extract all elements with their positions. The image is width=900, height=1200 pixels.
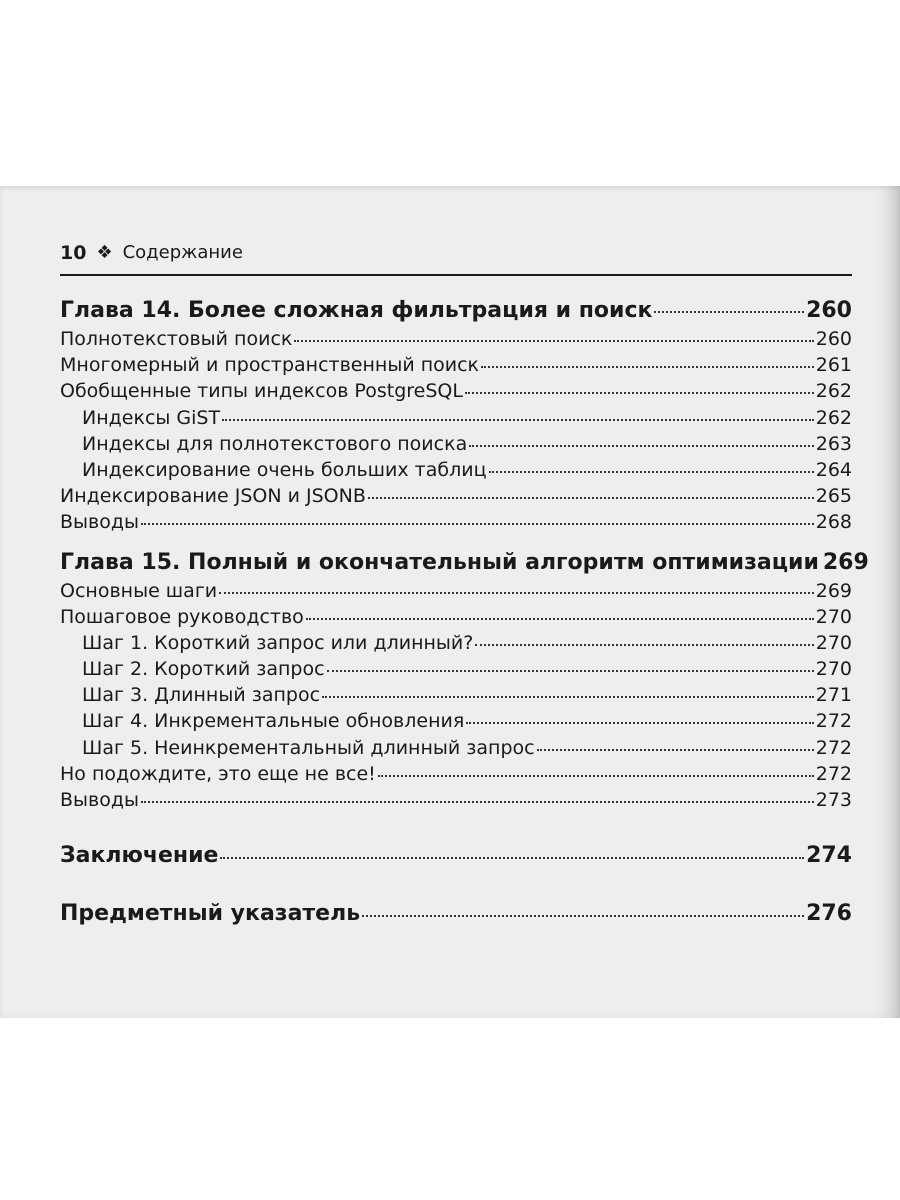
toc-subitem <box>60 708 852 734</box>
toc-subitem <box>60 630 852 656</box>
leader-dots <box>327 670 814 672</box>
diamond-separator-icon: ❖ <box>96 242 113 263</box>
leader-dots <box>322 696 814 698</box>
toc-item <box>60 604 852 630</box>
toc-page: 262 <box>815 406 852 429</box>
toc-item <box>60 378 852 404</box>
toc-page: 276 <box>806 901 852 927</box>
toc-item <box>60 578 852 604</box>
toc-page: 270 <box>815 631 852 654</box>
table-of-contents <box>60 296 869 929</box>
toc-title: Шаг 4. Инкрементальные обновления <box>82 710 465 733</box>
toc-title: Шаг 3. Длинный запрос <box>82 684 321 707</box>
toc-title: Индексы для полнотекстового поиска <box>82 432 468 455</box>
toc-subitem <box>60 735 852 761</box>
leader-dots <box>294 340 813 342</box>
leader-dots <box>466 722 813 724</box>
leader-dots <box>219 592 814 594</box>
toc-title: Шаг 1. Короткий запрос или длинный? <box>82 631 474 654</box>
toc-subject-index <box>60 899 852 929</box>
toc-page: 272 <box>815 710 852 733</box>
toc-page: 270 <box>815 658 852 681</box>
leader-dots <box>141 801 814 803</box>
toc-page: 274 <box>806 843 852 869</box>
toc-title: Но подождите, это еще не все! <box>60 762 376 785</box>
toc-title: Выводы <box>60 511 139 534</box>
leader-dots <box>368 497 814 499</box>
toc-page: 270 <box>815 605 852 628</box>
leader-dots <box>465 392 814 394</box>
toc-page: 260 <box>815 328 852 350</box>
book-page <box>0 186 900 1018</box>
leader-dots <box>220 857 804 859</box>
toc-subitem <box>60 682 852 708</box>
toc-subitem <box>60 405 852 431</box>
toc-page: 268 <box>815 511 852 534</box>
spacer <box>60 871 852 899</box>
toc-subitem <box>60 656 852 682</box>
running-head: Содержание <box>122 242 243 263</box>
toc-page: 264 <box>815 458 852 481</box>
leader-dots <box>222 419 814 421</box>
toc-title: Обобщенные типы индексов PostgreSQL <box>60 380 463 403</box>
toc-page: 262 <box>815 380 852 403</box>
toc-title: Предметный указатель <box>60 901 361 927</box>
toc-conclusion <box>60 841 852 871</box>
toc-page: 271 <box>815 684 852 707</box>
leader-dots <box>537 749 814 751</box>
toc-title: Выводы <box>60 789 139 811</box>
toc-page: 263 <box>815 432 852 455</box>
page-number: 10 <box>60 242 87 264</box>
toc-title: Основные шаги <box>60 579 218 602</box>
toc-chapter-14 <box>60 296 852 326</box>
spacer <box>60 536 852 548</box>
toc-title: Индексирование очень больших таблиц <box>82 458 487 481</box>
spacer <box>60 813 852 841</box>
toc-item <box>60 787 852 813</box>
toc-title: Заключение <box>60 843 219 869</box>
leader-dots <box>481 366 814 368</box>
leader-dots <box>141 523 814 525</box>
toc-title: Глава 14. Более сложная фильтрация и поиск <box>60 298 653 323</box>
toc-page: 265 <box>815 485 852 508</box>
toc-chapter-15 <box>60 548 869 578</box>
leader-dots <box>475 644 813 646</box>
leader-dots <box>378 775 814 777</box>
toc-page: 272 <box>815 736 852 759</box>
leader-dots <box>654 311 804 313</box>
leader-dots <box>306 618 814 620</box>
toc-page: 260 <box>806 298 852 323</box>
toc-item <box>60 509 852 535</box>
toc-page: 269 <box>815 579 852 602</box>
toc-subitem <box>60 431 852 457</box>
toc-title: Глава 15. Полный и окончательный алгоритм оптимизации <box>60 549 819 575</box>
toc-item <box>60 352 852 378</box>
toc-page: 269 <box>822 549 869 575</box>
page-header <box>60 242 852 276</box>
toc-title: Шаг 2. Короткий запрос <box>82 658 325 681</box>
leader-dots <box>489 471 814 473</box>
leader-dots <box>469 445 814 447</box>
toc-page: 273 <box>815 789 852 811</box>
toc-subitem <box>60 457 852 483</box>
toc-item <box>60 483 852 509</box>
toc-page: 261 <box>815 354 852 377</box>
toc-title: Индексирование JSON и JSONB <box>60 485 366 508</box>
toc-title: Полнотекстовый поиск <box>60 328 293 350</box>
toc-item <box>60 326 852 352</box>
toc-title: Шаг 5. Неинкрементальный длинный запрос <box>82 736 535 759</box>
leader-dots <box>362 915 804 917</box>
toc-page: 272 <box>815 762 852 785</box>
toc-item <box>60 761 852 787</box>
toc-title: Многомерный и пространственный поиск <box>60 354 480 377</box>
toc-title: Пошаговое руководство <box>60 605 304 628</box>
toc-title: Индексы GiST <box>82 406 221 429</box>
